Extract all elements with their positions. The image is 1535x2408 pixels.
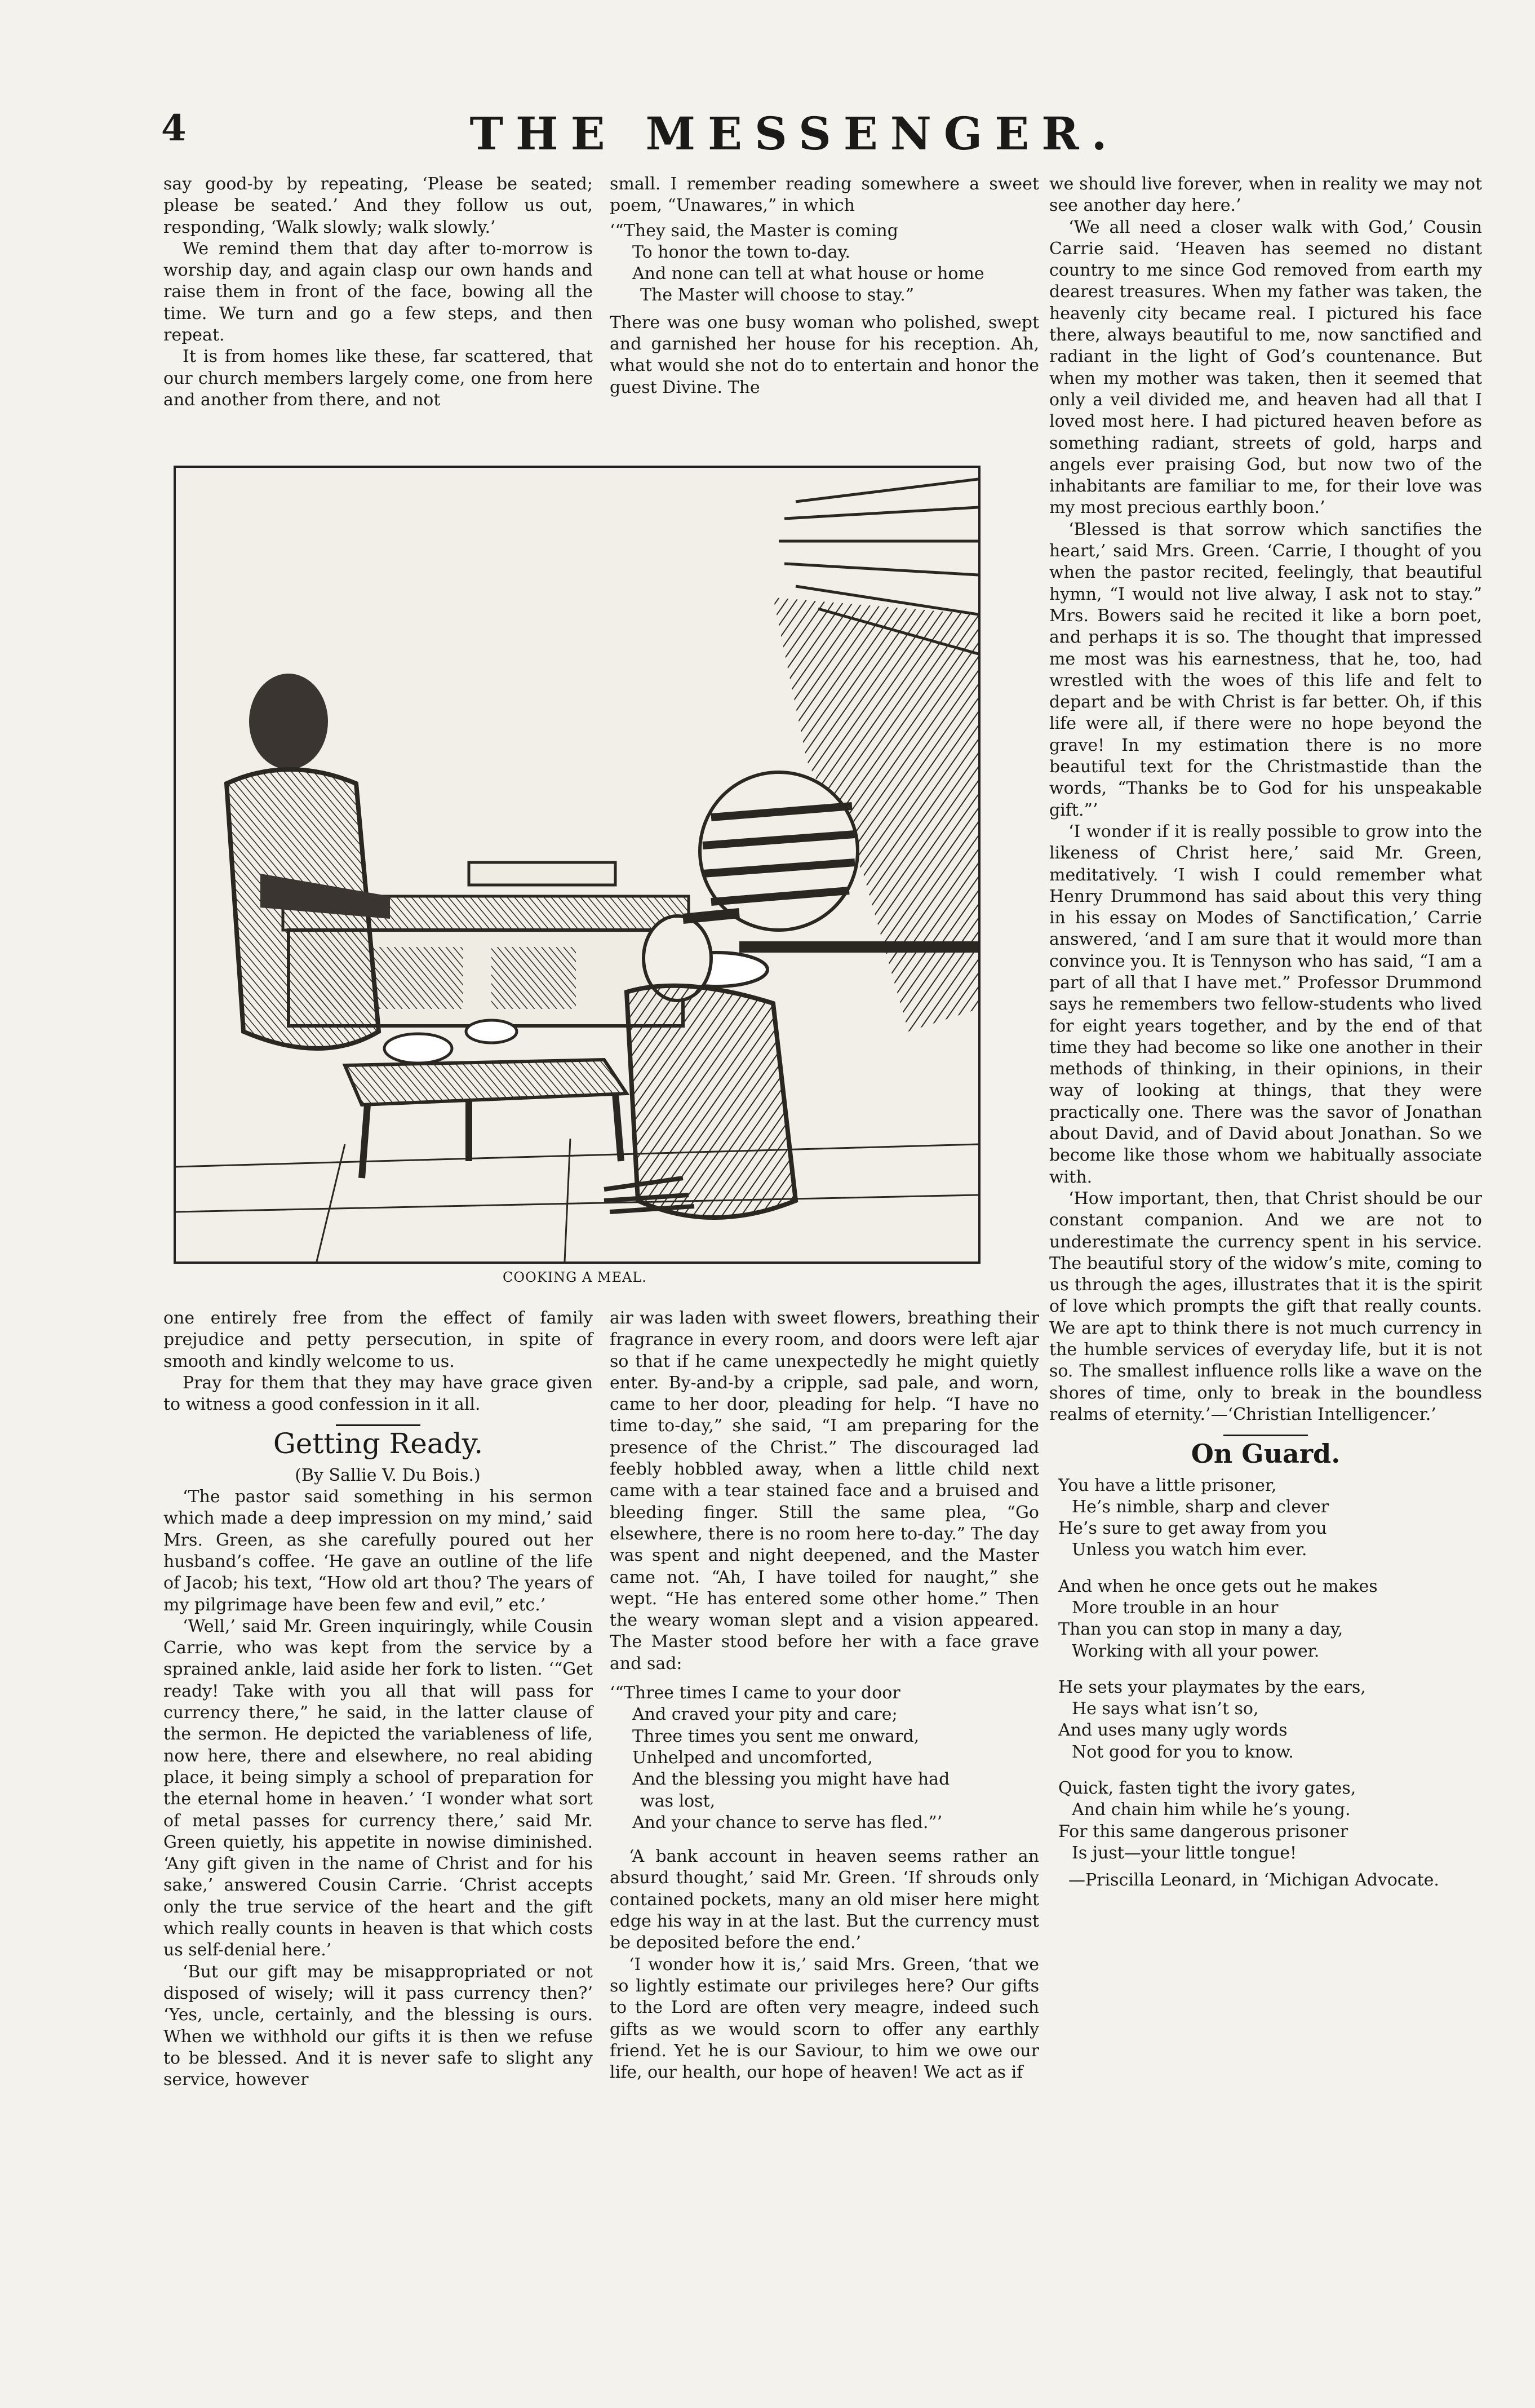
verse-line: ‘“They said, the Master is coming xyxy=(610,220,898,241)
poem-stanza xyxy=(1049,1677,1482,1763)
newspaper-masthead: THE MESSENGER. xyxy=(469,107,1120,160)
verse-line: And your chance to serve has fled.”’ xyxy=(632,1812,943,1832)
verse-line: And craved your pity and care; xyxy=(632,1705,898,1725)
column-2-bottom xyxy=(610,1308,1039,2083)
section-divider xyxy=(336,1424,420,1426)
verse-line: was lost, xyxy=(640,1791,716,1811)
verse-line: To honor the town to-day. xyxy=(632,242,851,262)
paragraph: We remind them that day after to-morrow is worship day, and again clasp our own hands and raise them in front of the face, bowing all the time. We turn and go a few steps, and then repeat. xyxy=(163,238,593,346)
paragraph: ‘But our gift may be misappropriated or not disposed of wisely; will it pass currency then?’ ‘Yes, uncle, certainly, and the blessing is ours. When we withhold our gifts it is then we refuse to be blessed. And it is never safe to slight any service, however xyxy=(163,1962,593,2090)
verse-line: He sets your playmates by the ears, xyxy=(1058,1677,1366,1697)
column-3 xyxy=(1049,174,1482,1892)
verse-line: And when he once gets out he makes xyxy=(1058,1576,1378,1596)
verse-line: Is just—your little tongue! xyxy=(1072,1843,1297,1863)
paragraph: ‘The pastor said something in his sermon which made a deep impression on my mind,’ said Mrs. Green, as she carefully poured out her husband’s coffee. ‘He gave an outline of the life of Jacob; his text, “How old art thou? The years of my pilgrimage have been few and evil,” etc.’ xyxy=(163,1487,593,1615)
verse-line: And none can tell at what house or home xyxy=(632,264,984,284)
illustration-cooking-a-meal xyxy=(174,466,981,1264)
paragraph: It is from homes like these, far scattered, that our church members largely come, one from here and another from there, and not xyxy=(163,347,593,410)
byline: (By Sallie V. Du Bois.) xyxy=(295,1465,481,1485)
verse-line: He’s nimble, sharp and clever xyxy=(1072,1497,1329,1517)
paragraph: ‘I wonder how it is,’ said Mrs. Green, ‘that we so lightly estimate our privileges here? Our gifts to the Lord are often very meagre, indeed such gifts as we would scorn to offer any earthly friend. Yet he is our Saviour, to him we owe our life, our health, our hope of heaven! We act as if xyxy=(610,1954,1039,2083)
column-2-top xyxy=(610,174,1039,399)
column-1-bottom xyxy=(163,1308,593,2091)
verse-line: And chain him while he’s young. xyxy=(1072,1800,1351,1820)
poem-on-guard xyxy=(1049,1475,1482,1865)
poem-three-times xyxy=(610,1683,1039,1834)
paragraph: ‘I wonder if it is really possible to grow into the likeness of Christ here,’ said Mr. Green, meditatively. ‘I wish I could remember what Henry Drummond has said about this very thing in his essay on Modes of Sanctification,’ Carrie answered, ‘and I am sure that it would more than convince you. It is Tennyson who has said, “I am a part of all that I have met.” Professor Drummond says he remembers two fellow-students who lived for eight years together, and by the end of that time they had become so like one another in their methods of thinking, in their opinions, in their way of looking at things, that they were practically one. There was the savor of Jonathan about David, and of David about Jonathan. So we become like those whom we habitually associate with. xyxy=(1049,821,1482,1187)
poem-unawares xyxy=(610,220,1039,307)
paragraph: ‘Blessed is that sorrow which sanctifies the heart,’ said Mrs. Green. ‘Carrie, I thought of you when the pastor recited, feelingly, that beautiful hymn, “I would not live alway, I ask not to stay.” Mrs. Bowers said he recited it like a born poet, and perhaps it is so. The thought that impressed me most was his earnestness, that he, too, had wrestled with the woes of this life and felt to depart and be with Christ is far better. Oh, if this life were all, if there were no hope beyond the grave! In my estimation there is no more beautiful text for the Christmastide than the words, “Thanks be to God for his unspeakable gift.”’ xyxy=(1049,519,1482,820)
paragraph: There was one busy woman who polished, swept and garnished her house for his reception. Ah, what would she not do to entertain and honor the guest Divine. The xyxy=(610,312,1039,397)
article-heading-on-guard: On Guard. xyxy=(1191,1438,1341,1469)
poem-credit: —Priscilla Leonard, in ‘Michigan Advocate. xyxy=(1068,1870,1439,1891)
paragraph: ‘Well,’ said Mr. Green inquiringly, while Cousin Carrie, who was kept from the service by a sprained ankle, laid aside her fork to listen. ‘“Get ready! Take with you all that will pass for currency there,” he said, in the latter clause of the sermon. He depicted the variableness of life, now here, there and elsewhere, no real abiding place, it being simply a school of preparation for the eternal home in heaven.’ ‘I wonder what sort of metal passes for currency there,’ said Mr. Green quietly, his appetite in nowise diminished. ‘Any gift given in the name of Christ and for his sake,’ answered Cousin Carrie. ‘Christ accepts only the true service of the heart and the gift which really counts in heaven is that which costs us self-denial here.’ xyxy=(163,1616,593,1960)
verse-line: Unless you watch him ever. xyxy=(1072,1540,1307,1560)
verse-line: More trouble in an hour xyxy=(1072,1598,1279,1618)
verse-line: He says what isn’t so, xyxy=(1072,1699,1259,1719)
verse-line: Unhelped and uncomforted, xyxy=(632,1747,873,1768)
paragraph: ‘How important, then, that Christ should be our constant companion. And we are not to underestimate the currency spent in his service. The beautiful story of the widow’s mite, coming to us through the ages, illustrates that it is the spirit of love which prompts the gift that really counts. We are apt to think there is not much currency in the humble services of everyday life, but it is not so. The smallest influence rolls like a wave on the shores of time, only to break in the boundless realms of eternity.’—‘Christian Intelligencer.’ xyxy=(1049,1188,1482,1424)
verse-line: And uses many ugly words xyxy=(1058,1720,1288,1741)
paragraph: we should live forever, when in reality we may not see another day here.’ xyxy=(1049,174,1482,216)
paragraph: air was laden with sweet flowers, breathing their fragrance in every room, and doors were left ajar so that if he came unexpectedly he might quietly enter. By-and-by a cripple, sad pale, and worn, came to her door, pleading for help. “I have no time to-day,” she said, “I am preparing for the presence of the Christ.” The discouraged lad feebly hobbled away, when a little child next came with a tear stained face and a bruised and bleeding finger. Still the same plea, “Go elsewhere, there is no room here to-day.” The day was spent and night deepened, and the Master came not. “Ah, I have toiled for naught,” she wept. “He has entered some other home.” Then the weary woman slept and a vision appeared. The Master stood before her with a face grave and sad: xyxy=(610,1308,1039,1674)
verse-line: Quick, fasten tight the ivory gates, xyxy=(1058,1778,1356,1799)
column-1-top xyxy=(163,174,593,411)
paragraph: ‘A bank account in heaven seems rather an absurd thought,’ said Mr. Green. ‘If shrouds only contained pockets, many an old miser here might edge his way in at the last. But the currency must be deposited before the end.’ xyxy=(610,1847,1039,1953)
verse-line: Three times you sent me onward, xyxy=(632,1726,920,1746)
paragraph: Pray for them that they may have grace given to witness a good confession in it all. xyxy=(163,1373,593,1415)
paragraph: small. I remember reading somewhere a sweet poem, “Unawares,” in which xyxy=(610,174,1039,216)
verse-line: The Master will choose to stay.” xyxy=(640,285,915,306)
page-number: 4 xyxy=(161,107,187,149)
poem-stanza xyxy=(1049,1576,1482,1662)
verse-line: And the blessing you might have had xyxy=(632,1769,950,1790)
paragraph: one entirely free from the effect of family prejudice and petty persecution, in spite of smooth and kindly welcome to us. xyxy=(163,1308,593,1371)
poem-stanza xyxy=(1049,1778,1482,1864)
verse-line: Working with all your power. xyxy=(1072,1641,1320,1661)
paragraph: ‘We all need a closer walk with God,’ Cousin Carrie said. ‘Heaven has seemed no distant country to me since God removed from earth my dearest treasures. When my father was taken, the heavenly city became real. I pictured his face there, always beautiful to me, now sanctified and radiant in the light of God’s countenance. But when my mother was taken, then it seemed that only a veil divided me, and heaven had all that I loved most here. I had pictured heaven before as something radiant, streets of gold, harps and angels ever praising God, but now two of the inhabitants are familiar to me, for their love was my most precious earthly boon.’ xyxy=(1049,217,1482,518)
article-heading-getting-ready: Getting Ready. xyxy=(273,1427,483,1460)
figure-caption: COOKING A MEAL. xyxy=(503,1269,647,1285)
paragraph: say good-by by repeating, ‘Please be seated; please be seated.’ And they follow us out, responding, ‘Walk slowly; walk slowly.’ xyxy=(163,174,593,237)
verse-line: You have a little prisoner, xyxy=(1058,1475,1277,1495)
verse-line: ‘“Three times I came to your door xyxy=(610,1683,900,1703)
section-divider xyxy=(1223,1435,1308,1436)
engraving-image xyxy=(176,468,978,1261)
verse-line: Than you can stop in many a day, xyxy=(1058,1619,1343,1640)
verse-line: He’s sure to get away from you xyxy=(1058,1519,1327,1539)
poem-stanza xyxy=(1049,1475,1482,1561)
verse-line: For this same dangerous prisoner xyxy=(1058,1821,1348,1842)
verse-line: Not good for you to know. xyxy=(1072,1742,1294,1762)
